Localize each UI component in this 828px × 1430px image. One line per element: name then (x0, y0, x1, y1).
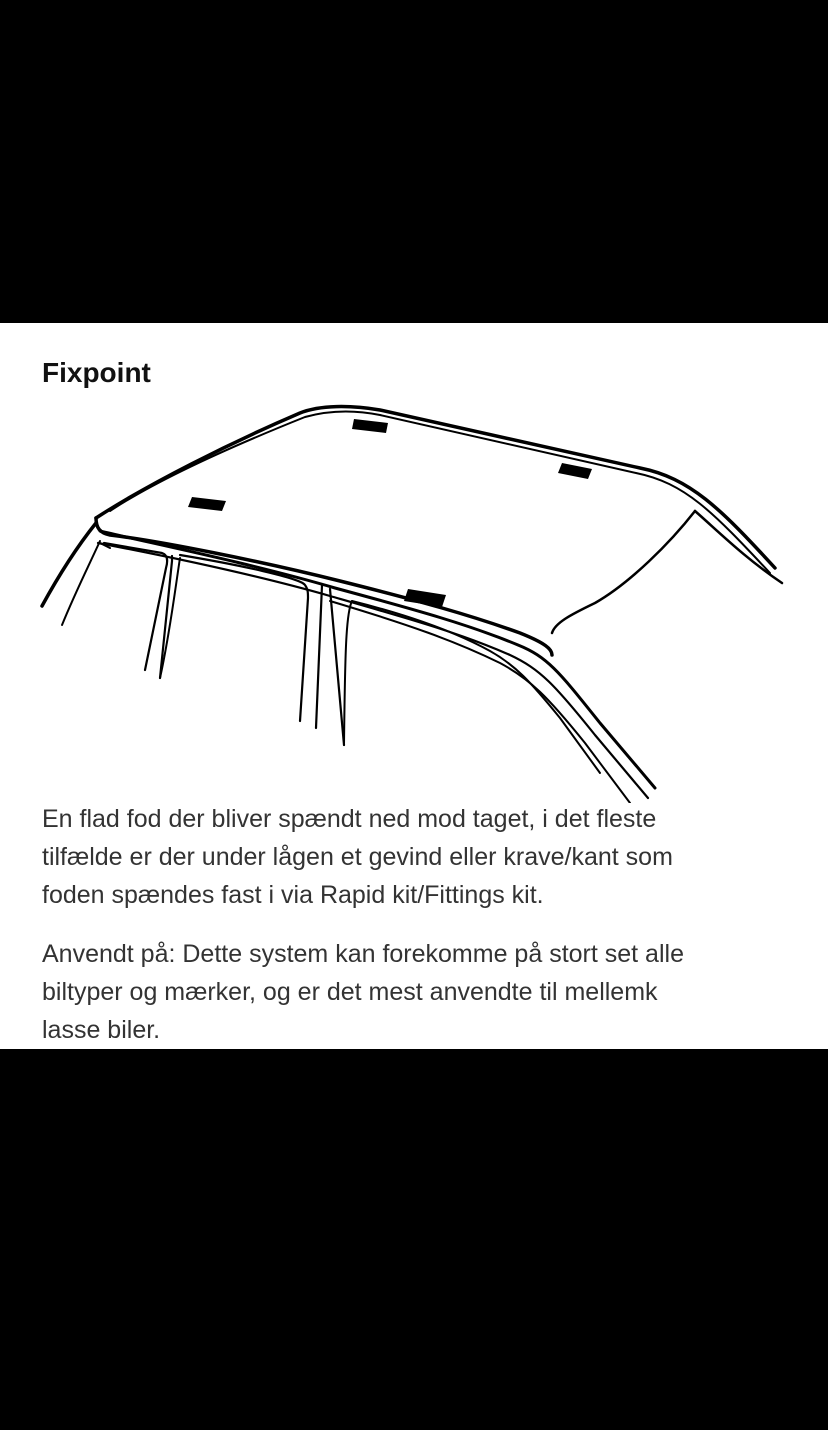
front-edge (42, 523, 96, 606)
side-rail-lower (100, 531, 655, 788)
roof-rear-edge (552, 511, 695, 633)
roof-outline-inner (110, 411, 770, 573)
content-card (0, 323, 828, 1049)
front-pillar (62, 541, 100, 625)
car-roof-fixpoint-illustration (0, 393, 828, 803)
fixpoint-pad-front-left (188, 497, 226, 511)
window-middle (160, 555, 308, 721)
c-pillar (316, 585, 344, 745)
fixpoint-pad-rear-right (558, 463, 592, 479)
page-title: Fixpoint (42, 357, 151, 388)
side-rail-lower-2 (98, 543, 648, 798)
usage-paragraph: Anvendt på: Dette system kan forekomme på stort set alle biltyper og mærker, og er det mest anvendte til mellemk lasse biler. (42, 940, 684, 1044)
description-paragraph: En flad fod der bliver spændt ned mod taget, i det fleste tilfælde er der under lågen et gevind eller krave/kant som foden spændes fast i via Rapid kit/Fittings kit. (42, 805, 673, 909)
bottom-black-band (0, 1049, 828, 1430)
window-front (104, 543, 167, 670)
top-black-band (0, 0, 828, 323)
window-rear-left (344, 601, 352, 745)
fixpoint-pad-rear-left (404, 589, 446, 607)
window-rear (352, 601, 600, 773)
fixpoint-pad-front-right (352, 419, 388, 433)
